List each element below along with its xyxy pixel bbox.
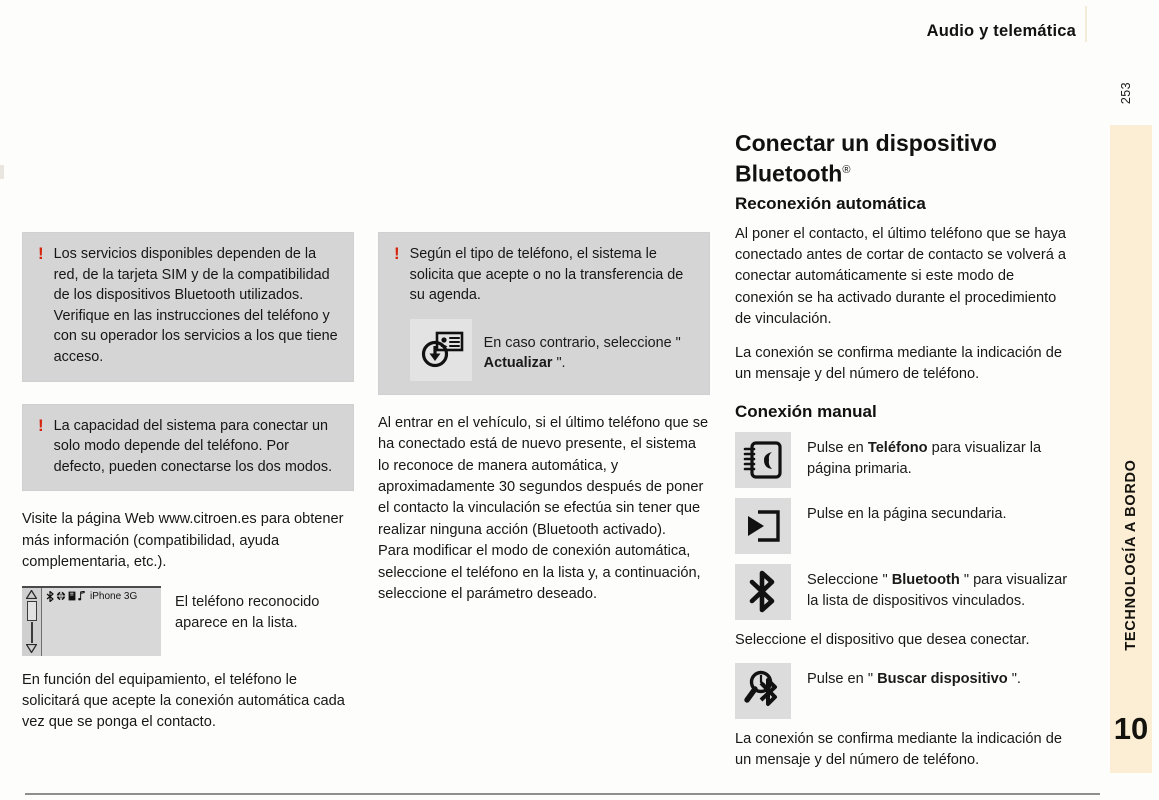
update-text-after: ". (552, 355, 566, 372)
step-text-before: Seleccione " (807, 571, 892, 588)
step-secondary-page (735, 498, 1073, 554)
warning-text: Los servicios disponibles dependen de la red, de la tarjeta SIM y de la compatibilidad de los dispositivos Bluetooth utilizados. Verifique en las instrucciones del teléfono y con su operador los servicios a los que tiene acceso. (53, 246, 338, 365)
step-text-after: " para visualizar la lista de dispositivos vinculados. (807, 571, 1068, 609)
scroll-thumb (27, 601, 37, 621)
manual-steps-list (735, 432, 1073, 620)
step-search-device (735, 663, 1073, 719)
step-text (807, 432, 1073, 481)
step-text-bold: Bluetooth (891, 571, 960, 588)
page-edge-mark (0, 165, 4, 179)
device-list-caption: El teléfono reconocido aparece en la lista. (175, 593, 320, 631)
scroll-down-arrow (26, 644, 37, 653)
warning-box-phonebook (378, 232, 710, 395)
left-column (22, 232, 354, 734)
update-contacts-tile (410, 319, 472, 381)
left-paragraph-web: Visite la página Web www.citroen.es para obtener más información (compatibilidad, ayuda complementaria, etc.). (22, 511, 344, 571)
right-paragraph-confirm-1: La conexión se confirma mediante la indicación de un mensaje y del número de teléfono. (735, 344, 1062, 383)
header-divider (1085, 6, 1087, 42)
left-paragraph-auto-connect: En función del equipamiento, el teléfono le solicitará que acepte la conexión automática cada vez que se ponga el contacto. (22, 671, 345, 731)
device-list-screenshot (22, 586, 161, 656)
page-title: Audio y telemática (926, 22, 1076, 40)
registered-mark: ® (842, 164, 851, 176)
bluetooth-icon (46, 591, 54, 602)
step-text-after: ". (1007, 670, 1021, 687)
update-text-bold: Actualizar (483, 355, 553, 372)
scroll-track (31, 622, 33, 643)
search-device-icon (742, 670, 784, 712)
screenshot-scrollbar (22, 588, 42, 656)
warning-icon: ! (38, 415, 44, 435)
right-column (735, 130, 1073, 772)
search-device-tile[interactable] (735, 663, 791, 719)
step-text (807, 564, 1073, 613)
step-text-bold: Buscar dispositivo (877, 670, 1008, 687)
right-paragraph-confirm-2: La conexión se confirma mediante la indicación de un mensaje y del número de teléfono. (735, 730, 1062, 769)
chapter-side-tab (1110, 125, 1152, 773)
network-globe-icon (56, 591, 66, 601)
right-paragraph-select-device: Seleccione el dispositivo que desea conectar. (735, 631, 1030, 648)
chapter-label: TECHNOLOGÍA A BORDO (1123, 459, 1139, 651)
subsection-auto-reconnect: Reconexión automática (735, 193, 926, 213)
update-instruction-text (484, 319, 696, 374)
step-text-before: Pulse en la página secundaria. (807, 505, 1007, 522)
warning-box-capacity (22, 404, 354, 492)
step-text (807, 498, 1007, 525)
step-bluetooth (735, 564, 1073, 620)
warning-icon: ! (394, 244, 400, 263)
warning-text: La capacidad del sistema para conectar un solo modo depende del teléfono. Por defecto, pueden conectarse los dos modos. (53, 417, 333, 475)
step-text-after: para visualizar la página primaria. (807, 439, 1042, 477)
right-paragraph-ignition: Al poner el contacto, el último teléfono que se haya conectado antes de cortar de contacto se volverá a conectar automáticamente si este modo de conexión se ha activado durante el procedimiento de vinculación. (735, 225, 1067, 328)
bluetooth-icon (748, 570, 778, 614)
warning-icon: ! (38, 244, 44, 263)
music-note-icon (78, 591, 85, 601)
device-list-row (46, 591, 159, 602)
step-text (807, 663, 1021, 690)
middle-paragraph-modify: Para modificar el modo de conexión automática, seleccione el teléfono en la lista y, a continuación, seleccione el parámetro deseado. (378, 543, 701, 603)
middle-paragraph-vehicle: Al entrar en el vehículo, si el último teléfono que se ha conectado está de nuevo presente, el sistema lo reconoce de manera automática, y aproximadamente 30 segundos después de poner el contacto la vinculación se efectúa sin tener que realizar ninguna acción (Bluetooth activado). (378, 414, 709, 538)
footer-rule-right (540, 793, 1100, 795)
folio-number: 253 (1119, 82, 1133, 105)
scroll-up-arrow (26, 590, 37, 599)
step-text-bold: Teléfono (867, 439, 928, 456)
secondary-page-tile[interactable] (735, 498, 791, 554)
update-contacts-icon (418, 330, 464, 370)
warning-box-services (22, 232, 354, 382)
device-list-figure (22, 586, 354, 656)
middle-column (378, 232, 710, 605)
phone-card-icon (68, 591, 76, 601)
chapter-number: 10 (1113, 711, 1149, 746)
secondary-page-icon (742, 506, 784, 546)
footer-rule-left (25, 793, 540, 795)
update-instruction (410, 319, 696, 381)
bluetooth-tile[interactable] (735, 564, 791, 620)
section-heading-text: Conectar un dispositivo Bluetooth (735, 130, 997, 187)
warning-text: Según el tipo de teléfono, el sistema le solicita que acepte o no la transferencia de su agenda. (409, 246, 684, 304)
section-heading (735, 130, 1073, 188)
subsection-manual-connection: Conexión manual (735, 401, 877, 421)
step-phone-page (735, 432, 1073, 488)
phone-book-tile[interactable] (735, 432, 791, 488)
step-text-before: Pulse en (807, 439, 868, 456)
phone-book-icon (741, 439, 785, 481)
device-name: iPhone 3G (90, 590, 138, 602)
update-text-before: En caso contrario, seleccione " (483, 334, 681, 351)
step-text-before: Pulse en " (807, 670, 878, 687)
